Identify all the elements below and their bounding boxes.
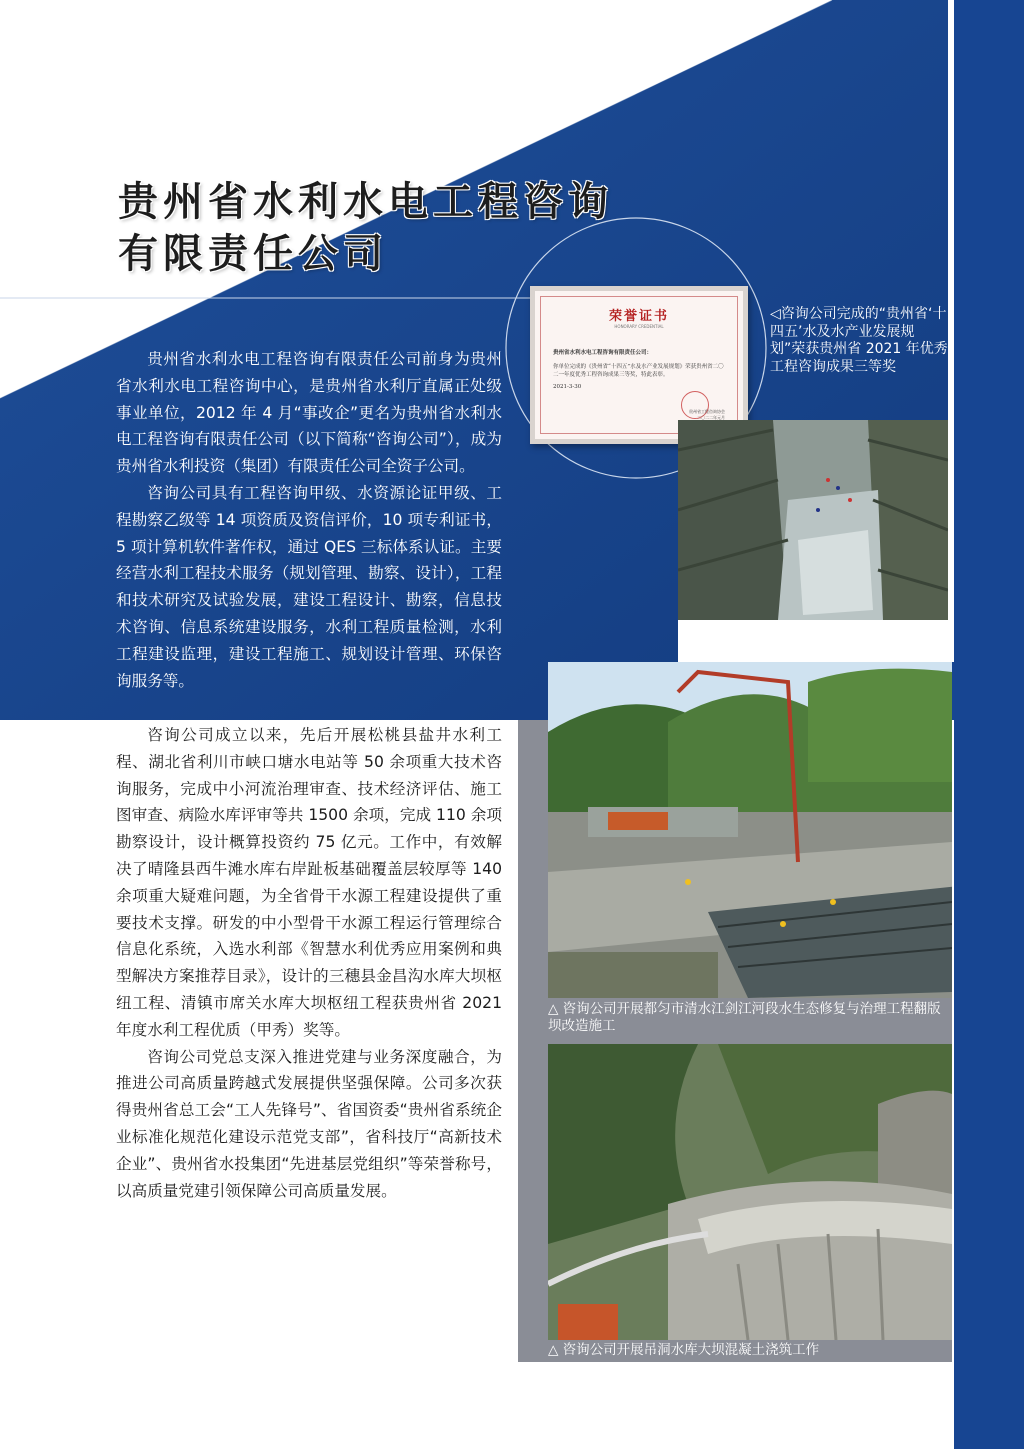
certificate-issuer: 贵州省工程咨询协会 (689, 409, 725, 414)
certificate-issue-date: 二〇二二年元月 (697, 415, 725, 420)
photo1-caption: △ 咨询公司对铜仁市大兴水库开展施工图审查踏勘工作 (680, 623, 938, 656)
photo-reservoir-site-inspection (678, 420, 948, 620)
title-line-1: 贵州省水利水电工程咨询 (118, 179, 613, 225)
navy-right-strip (954, 0, 1024, 1449)
certificate-recipient: 贵州省水利水电工程咨询有限责任公司： (553, 350, 653, 356)
body-text-upper (116, 346, 502, 694)
certificate-title: 荣誉证书 (608, 309, 669, 324)
title-line-2: 有限责任公司 (118, 231, 388, 277)
photo-river-weir-construction (548, 662, 952, 998)
paragraph-2: 咨询公司具有工程咨询甲级、水资源论证甲级、工程勘察乙级等 14 项资质及资信评价，10 项专利证书，5 项计算机软件著作权，通过 QES 三标体系认证。主要经营水利工程技术服务（规划管理、勘察、设计），工程和技术研究及试验发展，建设工程设计、勘察，信息技术咨询、信息系统建设服务，水利工程质量检测，水利工程建设监理，建设工程施工、规划设计管理、环保咨询服务等。 (116, 483, 502, 690)
certificate-subtitle: HONORARY CREDENTIAL (614, 324, 664, 329)
certificate-date: 2021-3-30 (553, 384, 582, 390)
paragraph-4: 咨询公司党总支深入推进党建与业务深度融合，为推进公司高质量跨越式发展提供坚强保障。公司多次获得贵州省总工会“工人先锋号”、省国资委“贵州省系统企业标准化规范化建设示范党支部”，省科技厅“高新技术企业”、贵州省水投集团“先进基层党组织”等荣誉称号，以高质量党建引领保障公司高质量发展。 (116, 1047, 502, 1200)
page-title (118, 176, 613, 280)
paragraph-3: 咨询公司成立以来，先后开展松桃县盐井水利工程、湖北省利川市峡口塘水电站等 50 余项重大技术咨询服务，完成中小河流治理审查、技术经济评估、施工图审查、病险水库评审等共 1500 余项，完成 110 余项勘察设计，设计概算投资约 75 亿元。工作中，有效解决了晴隆县西牛滩水库右岸趾板基础覆盖层较厚等 140 余项重大疑难问题，为全省骨干水源工程建设提供了重要技术支撑。研发的中小型骨干水源工程运行管理综合信息化系统，入选水利部《智慧水利优秀应用案例和典型解决方案推荐目录》，设计的三穗县金昌沟水库大坝枢纽工程、清镇市席关水库大坝枢纽工程获贵州省 2021 年度水利工程优质（甲秀）奖等。 (116, 726, 502, 1039)
certificate-caption: ◁咨询公司完成的“贵州省‘十四五’水及水产业发展规划”荣获贵州省 2021 年优秀工程咨询成果三等奖 (770, 306, 948, 375)
body-text-lower (116, 722, 502, 1204)
photo2-caption: △ 咨询公司开展都匀市清水江剑江河段水生态修复与治理工程翻版坝改造施工 (548, 1001, 941, 1034)
paragraph-1: 贵州省水利水电工程咨询有限责任公司前身为贵州省水利水电工程咨询中心，是贵州省水利厅直属正处级事业单位，2012 年 4 月“事改企”更名为贵州省水利水电工程咨询有限责任公司（以下简称“咨询公司”），成为贵州省水利投资（集团）有限责任公司全资子公司。 (116, 350, 502, 476)
certificate-body: 你单位完成的《贵州省“十四五”水及水产业发展规划》荣获贵州省二〇二一年度优秀工程咨询成果三等奖，特此表彰。 (553, 364, 724, 378)
photo-dam-concrete-pouring (548, 1044, 952, 1340)
photo3-caption: △ 咨询公司开展吊洞水库大坝混凝土浇筑工作 (548, 1342, 820, 1358)
